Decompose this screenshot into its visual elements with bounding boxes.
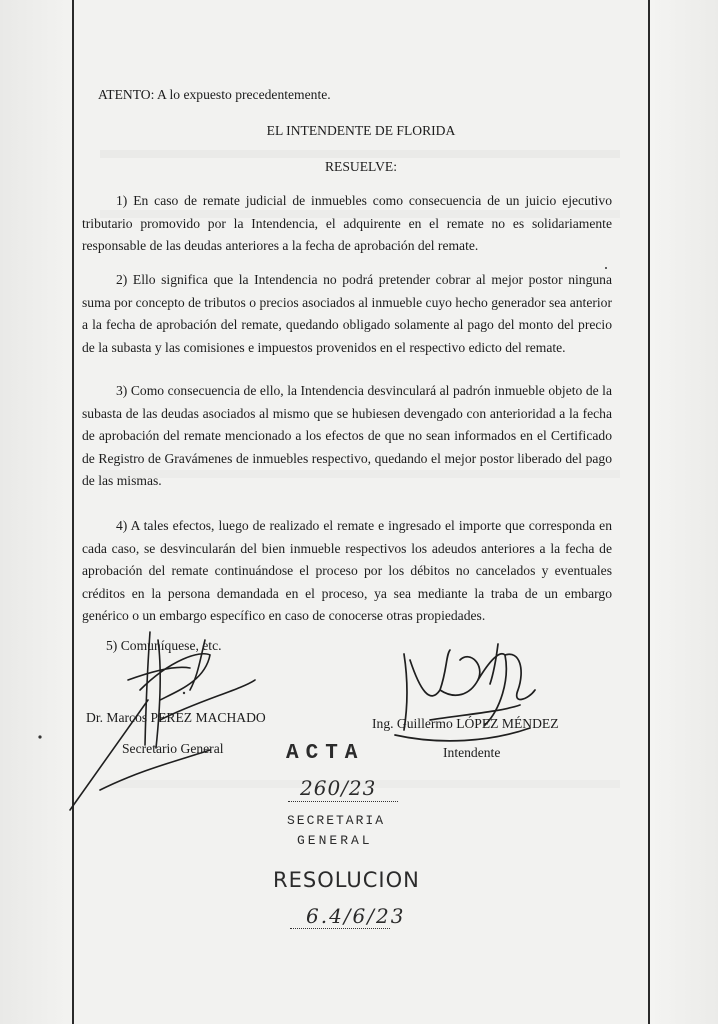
right-signatory-role: Intendente xyxy=(443,745,501,760)
header-line: ATENTO: A lo expuesto precedentemente. xyxy=(98,87,331,102)
authority-heading: EL INTENDENTE DE FLORIDA xyxy=(266,123,456,138)
closing-line: 5) Comuníquese, etc. xyxy=(106,638,222,653)
resolucion-stamp: RESOLUCION xyxy=(273,868,420,892)
right-signatory-name: Ing. Guillermo LÓPEZ MÉNDEZ xyxy=(372,716,559,731)
left-signatory-name: Dr. Marcos PEREZ MACHADO xyxy=(86,710,266,725)
acta-number: 260/23 xyxy=(300,776,377,800)
resolucion-number: 6.4/6/23 xyxy=(306,904,406,928)
secretaria-stamp-line2: GENERAL xyxy=(297,833,373,848)
secretaria-stamp-line1: SECRETARIA xyxy=(287,813,386,828)
paragraph-4: 4) A tales efectos, luego de realizado el remate e ingresado el importe que corresponda en cada caso, se desvincularán del bien inmueble respectivos los adeudos anteriores a la fecha de aprobación del remate continuándose el proceso por los débitos no cancelados y eventuales créditos en la persona demandada en el proceso, ya sea mediante la traba de un embargo genérico o un embargo específico en caso de conocerse otras propiedades. xyxy=(82,518,612,624)
paragraph-1: 1) En caso de remate judicial de inmuebles como consecuencia de un juicio ejecutivo tributario promovido por la Intendencia, el adquirente en el remate no es solidariamente responsable de las deudas anteriores a la fecha de aprobación del remate. xyxy=(82,193,612,254)
acta-stamp: ACTA xyxy=(286,742,365,765)
paragraph-2: 2) Ello significa que la Intendencia no podrá pretender cobrar al mejor postor ninguna suma por concepto de tributos o precios asociados al inmueble cuyo hecho generador sea anterior a la fecha de aprobación del remate, quedando obligado solamente al pago del monto del precio de la subasta y las comisiones e impuestos provenidos en el respectivo edicto del remate. xyxy=(82,272,612,355)
left-signatory-role: Secretario General xyxy=(122,741,224,756)
left-signature-icon xyxy=(70,632,255,810)
right-signature-icon xyxy=(395,644,535,741)
resolves-heading: RESUELVE: xyxy=(324,159,397,174)
paragraph-3: 3) Como consecuencia de ello, la Intendencia desvinculará al padrón inmueble objeto de la subasta de las deudas asociados al mismo que se hubiesen devengado con anterioridad a la fecha de aprobación del remate mencionado a los efectos de que no sean informados en el Certificado de Registro de Gravámenes de inmuebles respectivo, quedando el mejor postor liberado del pago de las mismas. xyxy=(82,383,612,489)
